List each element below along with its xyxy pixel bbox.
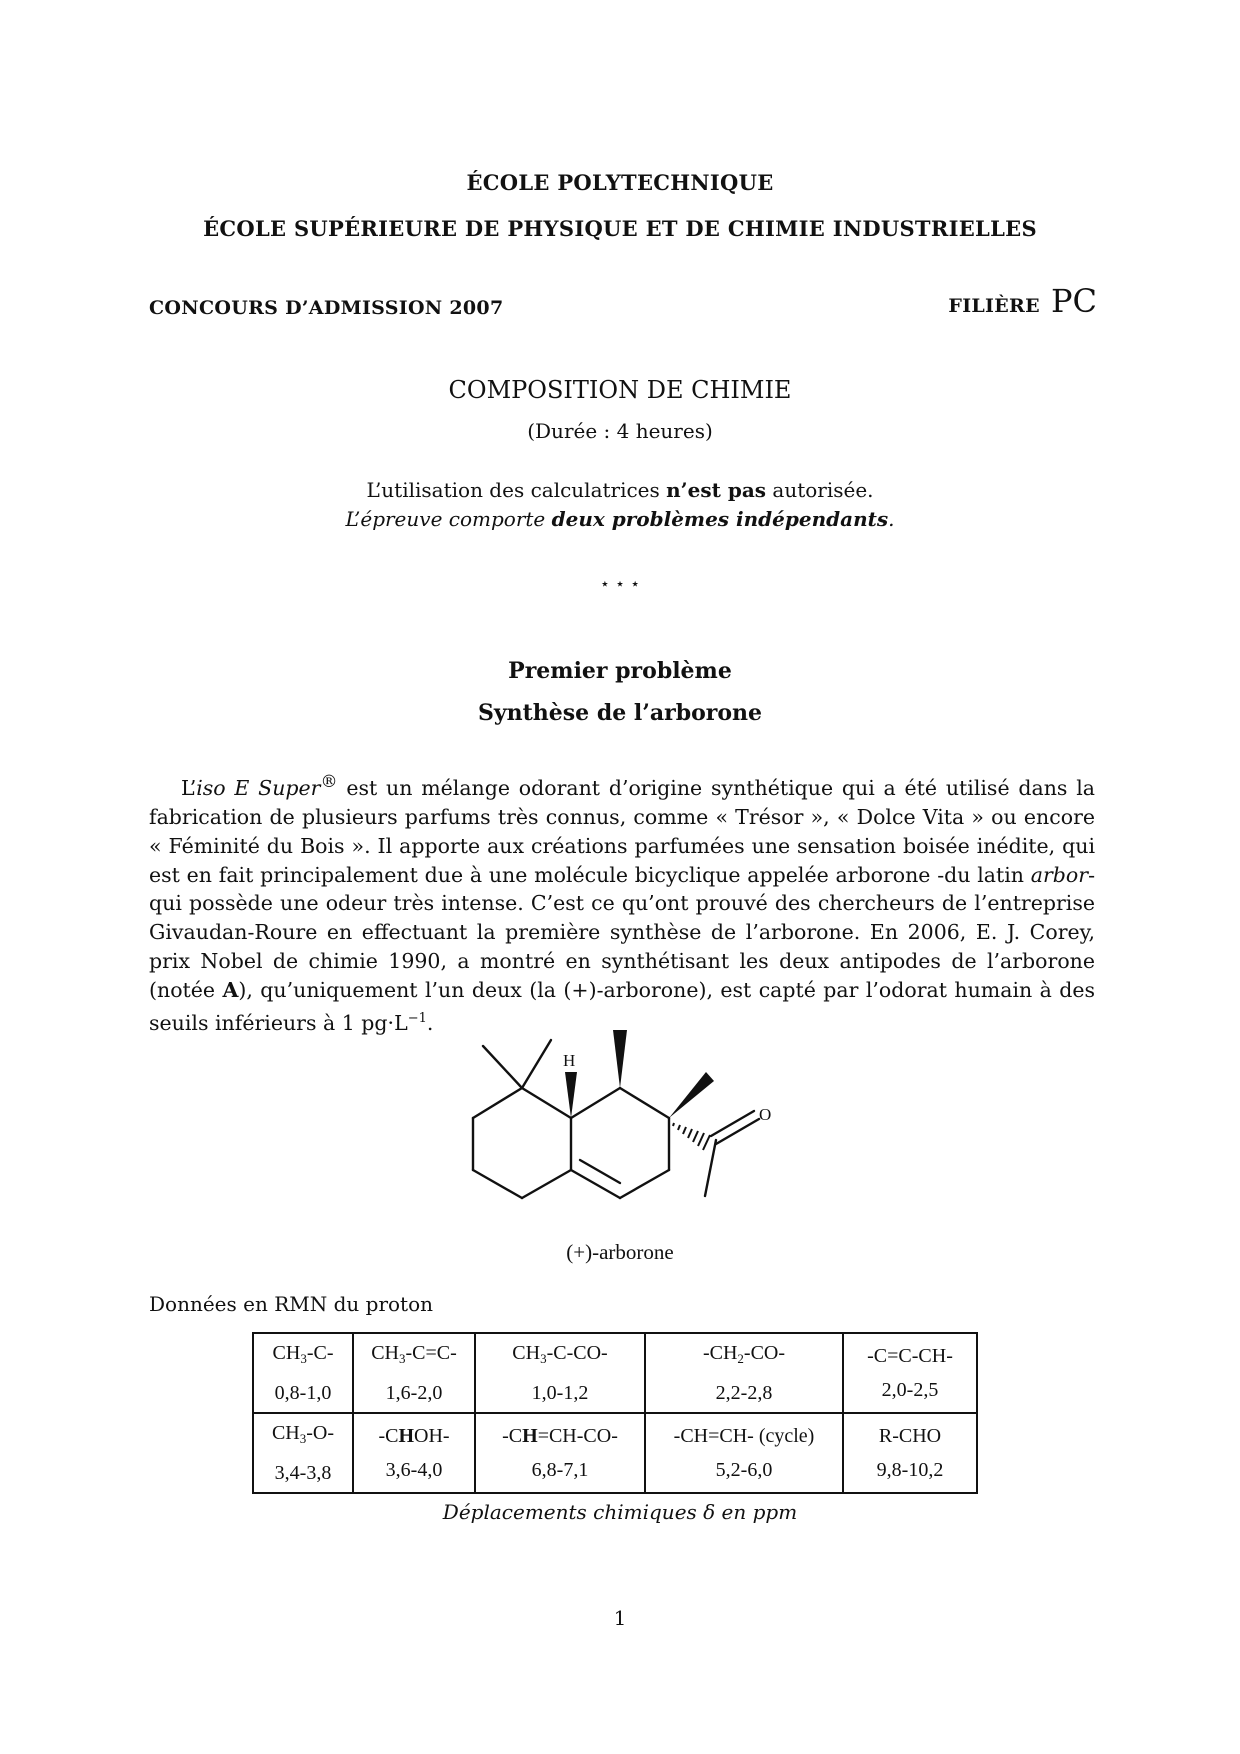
exam-title: COMPOSITION DE CHIMIE bbox=[448, 376, 792, 404]
para-text-5: . bbox=[426, 1010, 434, 1035]
rmn-intro: Données en RMN du proton bbox=[149, 1292, 434, 1316]
shift-value: 1,6-2,0 bbox=[385, 1382, 443, 1404]
para-text-3: - qui possède une odeur très intense. C’est ce qu’ont prouvé des chercheurs de l’entreprise Givaudan-Roure en effectuant la première synthèse de l’arborone. En 2006, E. J. Corey, prix Nobel de chimie 1990, a montré en synthétisant les deux antipodes de l’arborone (notée bbox=[149, 862, 1095, 1003]
filiere bbox=[948, 282, 1097, 320]
intro-paragraph bbox=[149, 768, 1095, 1038]
school-name-2: ÉCOLE SUPÉRIEURE DE PHYSIQUE ET DE CHIMIE INDUSTRIELLES bbox=[203, 216, 1037, 241]
table-cell bbox=[353, 1333, 475, 1413]
group-label: $CH_3-C-CO-$ bbox=[512, 1342, 608, 1366]
shift-value: 6,8-7,1 bbox=[531, 1459, 589, 1481]
para-text-2: est un mélange odorant d’origine synthétique qui a été utilisé dans la fabrication de plusieurs parfums très connus, comme « Trésor », « Dolce Vita » ou encore « Féminité du Bois ». Il apporte aux créations parfumées une sensation boisée inédite, qui est en fait principalement due à une molécule bicyclique appelée arborone -du latin bbox=[149, 775, 1095, 887]
bond-c4a-c5 bbox=[571, 1170, 620, 1198]
bond-carbonyl-2 bbox=[711, 1111, 754, 1136]
shift-value: 5,2-6,0 bbox=[715, 1459, 773, 1481]
filiere-label: FILIÈRE bbox=[948, 295, 1040, 317]
table-cell bbox=[843, 1413, 977, 1493]
calc-bold: n’est pas bbox=[666, 478, 767, 502]
group-label: -CHOH- bbox=[378, 1425, 450, 1447]
group-label: -CH=CH-CO- bbox=[502, 1425, 618, 1447]
problem-heading: Premier problème bbox=[508, 658, 732, 684]
shift-value: 3,4-3,8 bbox=[274, 1462, 332, 1484]
table-row bbox=[253, 1413, 977, 1493]
group-label: $CH_3-O-$ bbox=[271, 1422, 335, 1446]
shift-value: 2,2-2,8 bbox=[715, 1382, 773, 1404]
shift-value: 9,8-10,2 bbox=[876, 1459, 944, 1481]
filiere-code: PC bbox=[1050, 282, 1097, 320]
table-cell bbox=[843, 1333, 977, 1413]
table-cell bbox=[475, 1333, 645, 1413]
calculator-rule bbox=[0, 478, 1240, 502]
group-label: -CH=CH- (cycle) bbox=[673, 1425, 815, 1447]
wedge-methyl-c7 bbox=[669, 1072, 714, 1118]
group-label: -C=C-CH- bbox=[867, 1345, 953, 1367]
calc-post: autorisée. bbox=[766, 478, 874, 502]
wedge-h bbox=[565, 1072, 577, 1118]
bond-c4-c4a bbox=[522, 1170, 571, 1198]
bond-c8a-c1 bbox=[522, 1088, 571, 1118]
table-cell bbox=[475, 1413, 645, 1493]
table-cell bbox=[645, 1333, 843, 1413]
concours-label: CONCOURS D’ADMISSION 2007 bbox=[149, 297, 504, 319]
wedge-methyl-c8 bbox=[613, 1030, 627, 1088]
molecule-caption: (+)-arborone bbox=[566, 1240, 674, 1264]
bond-acetyl-methyl bbox=[705, 1140, 716, 1196]
bond-c1-c2 bbox=[473, 1088, 522, 1118]
shift-value: 3,6-4,0 bbox=[385, 1459, 443, 1481]
para-product-name: iso E Super bbox=[196, 775, 321, 800]
calc-pre: L’utilisation des calculatrices bbox=[366, 478, 667, 502]
separator-stars: ⋆ ⋆ ⋆ bbox=[599, 574, 641, 593]
group-label: $CH_3-C-$ bbox=[272, 1342, 334, 1366]
para-compound-label: A bbox=[222, 978, 239, 1003]
table-row bbox=[253, 1333, 977, 1413]
atom-o: O bbox=[759, 1105, 772, 1124]
exam-note bbox=[0, 507, 1240, 531]
table-caption: Déplacements chimiques δ en ppm bbox=[442, 1500, 798, 1524]
atom-h: H bbox=[563, 1051, 576, 1070]
note-post: . bbox=[888, 507, 895, 531]
bond-c5-c6 bbox=[620, 1170, 669, 1198]
para-text-4: ), qu’uniquement l’un deux (la (+)-arborone), est capté par l’odorat humain à des seuils inférieurs à 1 pg·L bbox=[149, 978, 1096, 1035]
para-text-1: L’ bbox=[181, 775, 197, 800]
group-label: $CH_3-C=C-$ bbox=[371, 1342, 457, 1366]
arborone-structure bbox=[440, 1010, 820, 1230]
bond-c8-c8a bbox=[571, 1088, 620, 1118]
bond-c7-c8 bbox=[620, 1088, 669, 1118]
table-cell bbox=[253, 1333, 353, 1413]
problem-subtitle: Synthèse de l’arborone bbox=[477, 700, 763, 726]
table-cell bbox=[353, 1413, 475, 1493]
bond-c3-c4 bbox=[473, 1170, 522, 1198]
school-name-1: ÉCOLE POLYTECHNIQUE bbox=[466, 170, 774, 195]
shift-value: 2,0-2,5 bbox=[881, 1379, 939, 1401]
para-registered-mark: ® bbox=[320, 772, 338, 792]
table-cell bbox=[253, 1413, 353, 1493]
shift-value: 1,0-1,2 bbox=[531, 1382, 589, 1404]
group-label: $-CH_2-CO-$ bbox=[702, 1342, 786, 1366]
note-pre: L’épreuve comporte bbox=[345, 507, 552, 531]
table-cell bbox=[645, 1413, 843, 1493]
bond-methyl-2 bbox=[522, 1040, 551, 1088]
hashed-bond-acetyl bbox=[673, 1123, 710, 1150]
group-label: R-CHO bbox=[878, 1425, 942, 1447]
para-exponent: −1 bbox=[407, 1011, 427, 1027]
bond-methyl-1 bbox=[483, 1046, 522, 1088]
page-number: 1 bbox=[613, 1606, 627, 1630]
rmn-table bbox=[252, 1332, 978, 1494]
shift-value: 0,8-1,0 bbox=[274, 1382, 332, 1404]
note-bold: deux problèmes indépendants bbox=[551, 507, 889, 531]
exam-duration: (Durée : 4 heures) bbox=[527, 419, 713, 443]
bond-carbonyl-1 bbox=[716, 1119, 759, 1144]
para-latin-word: arbor bbox=[1030, 862, 1089, 887]
